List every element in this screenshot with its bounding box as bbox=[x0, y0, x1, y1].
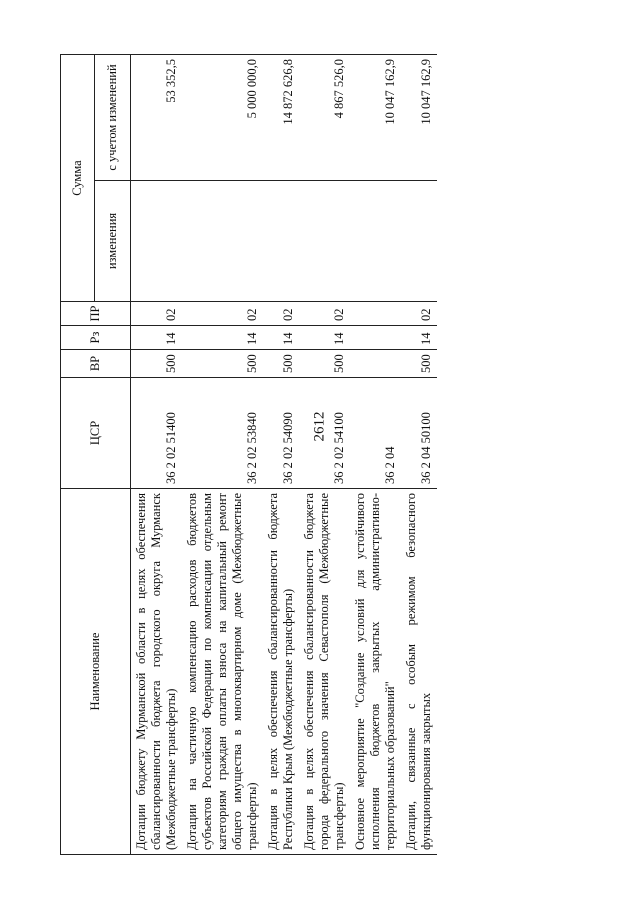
row-change bbox=[263, 181, 299, 302]
row-name: Дотация в целях обеспечения сбалансированности бюджета Республики Крым (Межбюджетные трансферты) bbox=[263, 489, 299, 855]
header-rz: Рз bbox=[61, 326, 131, 350]
row-csr: 36 2 02 54090 bbox=[263, 378, 299, 489]
row-vr: 500 bbox=[401, 350, 437, 378]
row-vr: 500 bbox=[263, 350, 299, 378]
row-pr: 02 bbox=[182, 302, 263, 326]
row-change bbox=[401, 181, 437, 302]
row-rz bbox=[350, 326, 401, 350]
row-vr: 500 bbox=[131, 350, 183, 378]
row-pr bbox=[350, 302, 401, 326]
row-pr: 02 bbox=[131, 302, 183, 326]
budget-table bbox=[60, 54, 437, 855]
row-pr: 02 bbox=[263, 302, 299, 326]
row-vr bbox=[350, 350, 401, 378]
row-name: Дотация в целях обеспечения сбалансированности бюджета города федерального значения Севастополя (Межбюджетные трансферты) bbox=[299, 489, 350, 855]
row-change bbox=[350, 181, 401, 302]
table-row bbox=[182, 55, 263, 855]
header-change: изменения bbox=[95, 181, 131, 302]
row-name: Дотации, связанные с особым режимом безопасного функционирования закрытых bbox=[401, 489, 437, 855]
row-change bbox=[182, 181, 263, 302]
row-total: 10 047 162,9 bbox=[350, 55, 401, 181]
table-row bbox=[131, 55, 183, 855]
row-pr: 02 bbox=[299, 302, 350, 326]
row-rz: 14 bbox=[299, 326, 350, 350]
table-row bbox=[299, 55, 350, 855]
header-name: Наименование bbox=[61, 489, 131, 855]
row-change bbox=[299, 181, 350, 302]
header-vr: ВР bbox=[61, 350, 131, 378]
row-rz: 14 bbox=[401, 326, 437, 350]
row-change bbox=[131, 181, 183, 302]
row-total: 4 867 526,0 bbox=[299, 55, 350, 181]
row-csr: 36 2 04 bbox=[350, 378, 401, 489]
row-rz: 14 bbox=[131, 326, 183, 350]
row-name: Основное мероприятие "Создание условий для устойчивого исполнения бюджетов закрытых административно-территориальных образований" bbox=[350, 489, 401, 855]
header-sum: Сумма bbox=[61, 55, 95, 302]
table-row bbox=[401, 55, 437, 855]
rotated-table-wrapper bbox=[60, 55, 600, 855]
row-pr: 02 bbox=[401, 302, 437, 326]
row-total: 14 872 626,8 bbox=[263, 55, 299, 181]
row-total: 5 000 000,0 bbox=[182, 55, 263, 181]
table-row bbox=[350, 55, 401, 855]
row-csr: 36 2 04 50100 bbox=[401, 378, 437, 489]
row-name: Дотации на частичную компенсацию расходов бюджетов субъектов Российской Федерации по компенсации отдельным категориям граждан оплаты взноса на капитальный ремонт общего имущества в многоквартирном доме (Межбюджетные трансферты) bbox=[182, 489, 263, 855]
row-csr: 36 2 02 53840 bbox=[182, 378, 263, 489]
row-rz: 14 bbox=[182, 326, 263, 350]
row-total: 53 352,5 bbox=[131, 55, 183, 181]
header-pr: ПР bbox=[61, 302, 131, 326]
page-number: 2612 bbox=[311, 411, 328, 442]
table-row bbox=[263, 55, 299, 855]
row-csr: 36 2 02 54100 bbox=[299, 378, 350, 489]
header-csr: ЦСР bbox=[61, 378, 131, 489]
row-rz: 14 bbox=[263, 326, 299, 350]
header-with-changes: с учетом изменений bbox=[95, 55, 131, 181]
row-name: Дотации бюджету Мурманской области в целях обеспечения сбалансированности бюджета городского округа Мурманск (Межбюджетные трансферты) bbox=[131, 489, 183, 855]
row-csr: 36 2 02 51400 bbox=[131, 378, 183, 489]
row-total: 10 047 162,9 bbox=[401, 55, 437, 181]
row-vr: 500 bbox=[182, 350, 263, 378]
row-vr: 500 bbox=[299, 350, 350, 378]
